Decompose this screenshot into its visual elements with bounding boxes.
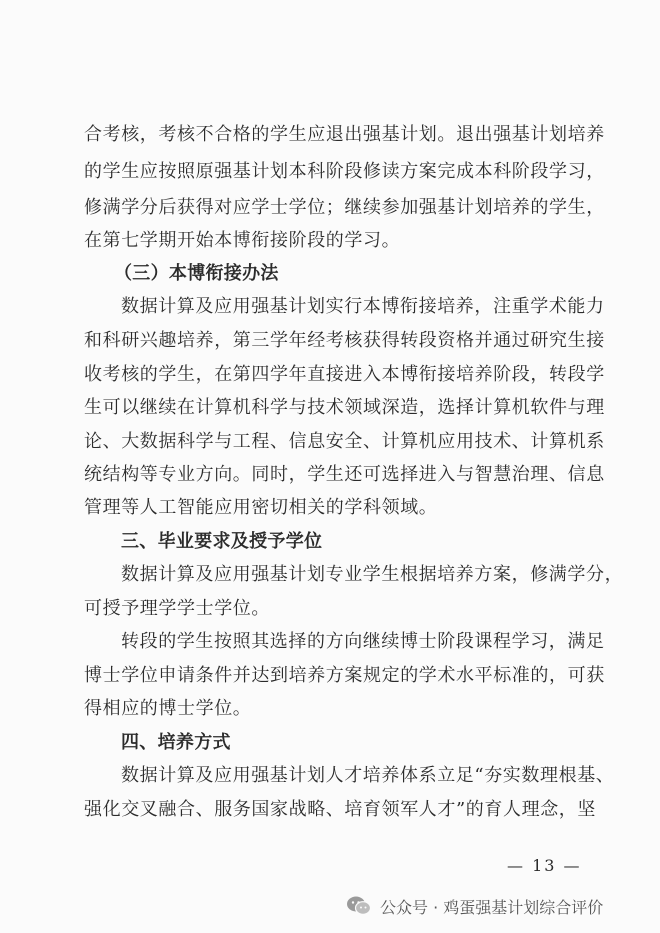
section-heading: 三、毕业要求及授予学位	[121, 531, 323, 552]
body-line: 修满学分后获得对应学士学位；继续参加强基计划培养的学生，	[84, 197, 605, 218]
body-line: 在第七学期开始本博衔接阶段的学习。	[84, 230, 401, 251]
body-line: 生可以继续在计算机科学与技术领域深造，选择计算机软件与理	[84, 397, 605, 418]
watermark	[346, 891, 603, 921]
body-line: 收考核的学生，在第四学年直接进入本博衔接培养阶段，转段学	[84, 364, 605, 385]
body-line: 和科研兴趣培养，第三学年经考核获得转段资格并通过研究生接	[84, 330, 605, 351]
watermark-text: 公众号 · 鸡蛋强基计划综合评价	[380, 897, 604, 917]
section-heading: 四、培养方式	[121, 732, 231, 753]
section-heading: （三）本博衔接办法	[114, 263, 279, 284]
body-line: 博士学位申请条件并达到培养方案规定的学术水平标准的，可获	[84, 665, 605, 686]
wechat-icon	[346, 895, 372, 917]
body-line: 转段的学生按照其选择的方向继续博士阶段课程学习，满足	[121, 631, 605, 652]
body-line: 得相应的博士学位。	[84, 698, 252, 719]
page-number: — 13 —	[507, 856, 582, 875]
body-line: 数据计算及应用强基计划人才培养体系立足“夯实数理根基、	[121, 765, 615, 786]
body-line: 数据计算及应用强基计划专业学生根据培养方案，修满学分，	[121, 564, 624, 585]
body-line: 管理等人工智能应用密切相关的学科领域。	[84, 497, 438, 518]
body-line: 合考核，考核不合格的学生应退出强基计划。退出强基计划培养	[84, 124, 605, 145]
body-line: 强化交叉融合、服务国家战略、培育领军人才”的育人理念，坚	[84, 799, 596, 820]
body-line: 统结构等专业方向。同时，学生还可选择进入与智慧治理、信息	[84, 464, 605, 485]
body-line: 数据计算及应用强基计划实行本博衔接培养，注重学术能力	[121, 296, 605, 317]
body-line: 可授予理学学士学位。	[84, 598, 270, 619]
body-line: 论、大数据科学与工程、信息安全、计算机应用技术、计算机系	[84, 431, 605, 452]
body-line: 的学生应按照原强基计划本科阶段修读方案完成本科阶段学习，	[84, 161, 605, 182]
